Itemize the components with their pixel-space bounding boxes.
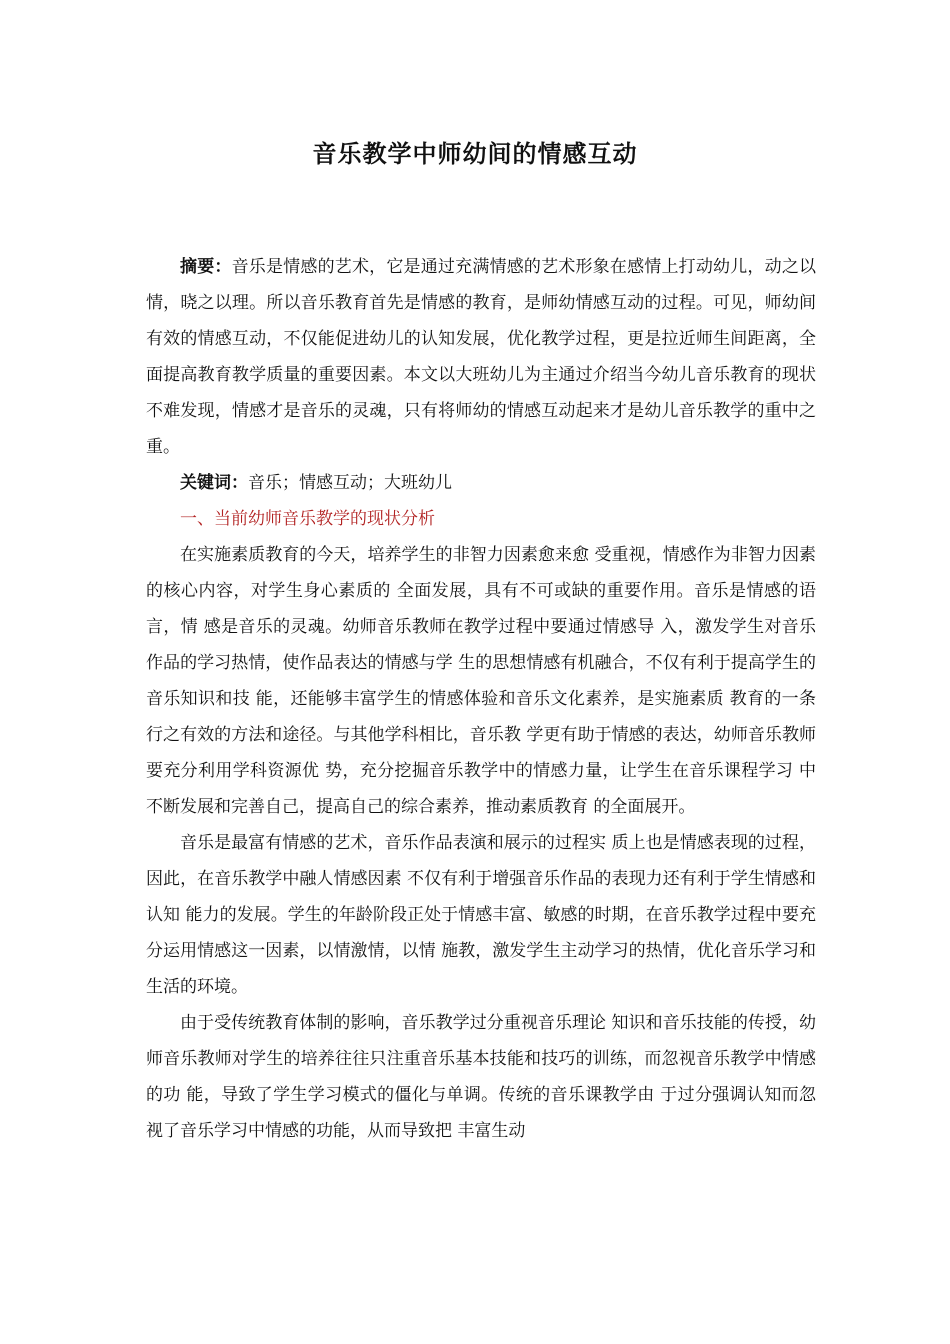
- body-paragraph-3: 由于受传统教育体制的影响，音乐教学过分重视音乐理论 知识和音乐技能的传授，幼师音乐教师对学生的培养往往只注重音乐基本技能和技巧的训练，而忽视音乐教学中情感的功 能，导致了学生学习模式的僵化与单调。传统的音乐课教学由 于过分强调认知而忽视了音乐学习中情感的功能，从而导致把 丰富生动: [146, 1013, 816, 1141]
- abstract-label: 摘要：: [180, 257, 232, 277]
- document-body: [146, 249, 816, 1149]
- document-title: 音乐教学中师幼间的情感互动: [312, 140, 638, 168]
- body-paragraph-2: 音乐是最富有情感的艺术，音乐作品表演和展示的过程实 质上也是情感表现的过程，因此，在音乐教学中融人情感因素 不仅有利于增强音乐作品的表现力还有利于学生情感和认知 能力的发展。学生的年龄阶段正处于情感丰富、敏感的时期，在音乐教学过程中要充分运用情感这一因素，以情激情，以情 施教，激发学生主动学习的热情，优化音乐学习和生活的环境。: [146, 833, 816, 997]
- section-heading: 一、当前幼师音乐教学的现状分析: [180, 509, 435, 529]
- abstract-paragraph: [146, 249, 816, 465]
- body-paragraph-1: 在实施素质教育的今天，培养学生的非智力因素愈来愈 受重视，情感作为非智力因素的核心内容，对学生身心素质的 全面发展，具有不可或缺的重要作用。音乐是情感的语言，情 感是音乐的灵魂。幼师音乐教师在教学过程中要通过情感导 入，激发学生对音乐作品的学习热情，使作品表达的情感与学 生的思想情感有机融合，不仅有利于提高学生的音乐知识和技 能，还能够丰富学生的情感体验和音乐文化素养，是实施素质 教育的一条行之有效的方法和途径。与其他学科相比，音乐教 学更有助于情感的表达，幼师音乐教师要充分利用学科资源优 势，充分挖掘音乐教学中的情感力量，让学生在音乐课程学习 中不断发展和完善自己，提高自己的综合素养，推动素质教育 的全面展开。: [146, 545, 816, 817]
- keywords-label: 关键词：: [180, 473, 248, 493]
- abstract-text: 音乐是情感的艺术，它是通过充满情感的艺术形象在感情上打动幼儿，动之以情，晓之以理。所以音乐教育首先是情感的教育，是师幼情感互动的过程。可见，师幼间有效的情感互动，不仅能促进幼儿的认知发展，优化教学过程，更是拉近师生间距离，全面提高教育教学质量的重要因素。本文以大班幼儿为主通过介绍当今幼儿音乐教育的现状不难发现，情感才是音乐的灵魂，只有将师幼的情感互动起来才是幼儿音乐教学的重中之重。: [146, 257, 817, 457]
- keywords-line: [146, 465, 816, 501]
- keywords-text: 音乐；情感互动；大班幼儿: [248, 473, 452, 493]
